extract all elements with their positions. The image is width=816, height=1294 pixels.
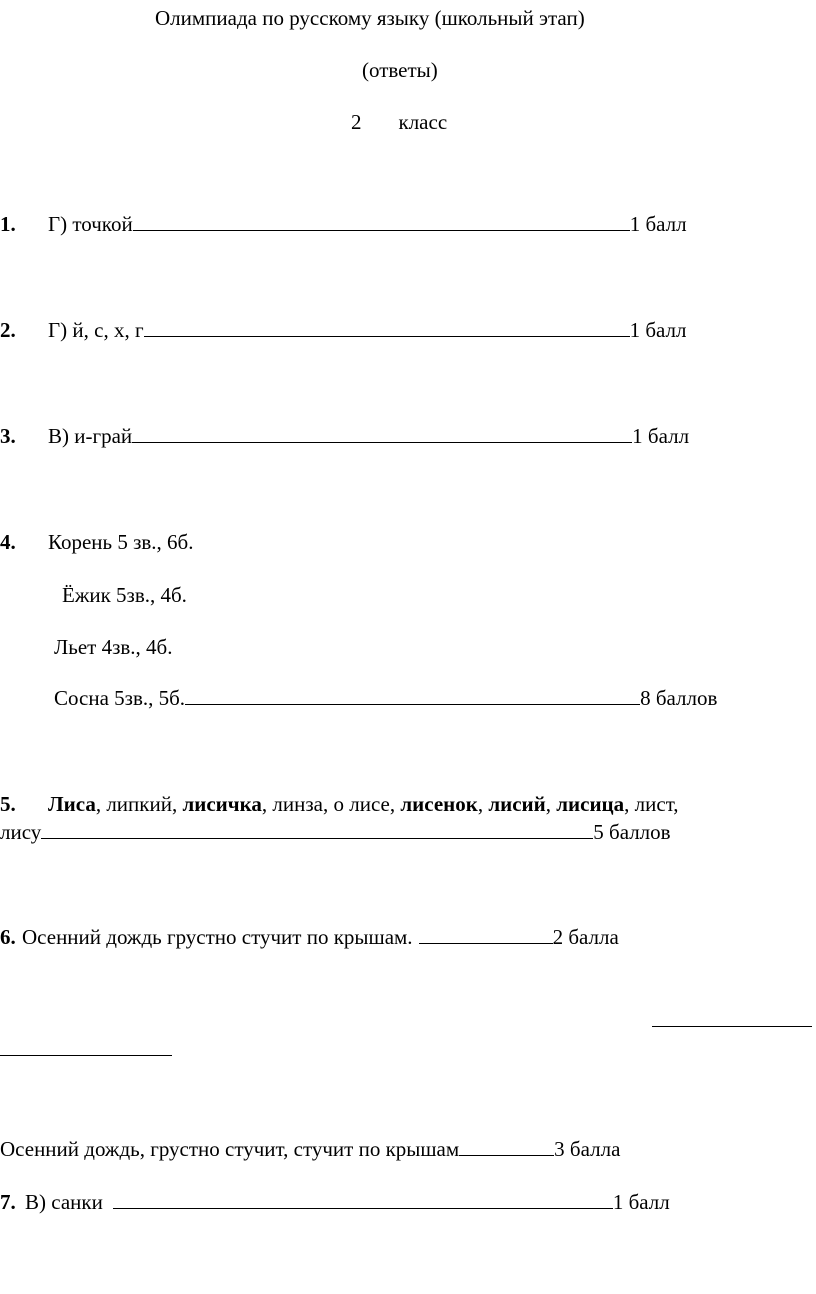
answer-number: 7. — [0, 1190, 16, 1214]
answer-points: 1 балл — [629, 318, 687, 342]
answer-underline — [133, 229, 630, 231]
answer-points: 5 баллов — [593, 820, 671, 844]
answer-word: , лист, — [624, 792, 679, 816]
answer-points: 3 балла — [554, 1137, 621, 1161]
answer-number: 2. — [0, 318, 16, 342]
answer-text: Осенний дождь грустно стучит по крышам. — [22, 925, 413, 949]
answer-word-bold: лисий — [488, 792, 546, 816]
answer-word-bold: лисенок — [400, 792, 478, 816]
grade-word: класс — [398, 110, 448, 134]
answer-4-line-4 — [54, 686, 717, 710]
answer-word-bold: лисица — [556, 792, 625, 816]
answer-6-line-2 — [0, 1137, 620, 1161]
answer-word: , — [477, 792, 489, 816]
answer-text: Осенний дождь, грустно стучит, стучит по крышам — [0, 1137, 460, 1161]
answer-text: Г) точкой — [48, 212, 133, 236]
answer-7 — [0, 1190, 670, 1214]
answer-4 — [0, 530, 194, 554]
answer-underline — [419, 942, 553, 944]
answer-5 — [0, 792, 679, 816]
answer-points: 8 баллов — [640, 686, 718, 710]
answer-word: , липкий, — [95, 792, 183, 816]
document-title: Олимпиада по русскому языку (школьный этап) — [155, 6, 585, 30]
answer-underline — [132, 441, 632, 443]
answer-points: 1 балл — [629, 212, 687, 236]
answer-text: Г) й, с, х, г — [48, 318, 144, 342]
answer-underline — [185, 703, 640, 705]
answer-points: 1 балл — [632, 424, 690, 448]
answer-word-bold: Лиса — [48, 792, 96, 816]
answer-text: Корень 5 зв., 6б. — [48, 530, 194, 554]
answer-points: 2 балла — [552, 925, 619, 949]
answer-word: , — [545, 792, 557, 816]
blank-line — [652, 1026, 812, 1027]
answer-underline — [113, 1207, 613, 1209]
answer-number: 1. — [0, 212, 16, 236]
answer-number: 5. — [0, 792, 16, 816]
grade-number: 2 — [351, 110, 362, 134]
answer-underline — [459, 1154, 554, 1156]
answer-underline — [144, 335, 630, 337]
answer-2 — [0, 318, 686, 342]
answer-3 — [0, 424, 689, 448]
answer-number: 3. — [0, 424, 16, 448]
answer-6 — [0, 925, 619, 949]
answer-number: 4. — [0, 530, 16, 554]
answer-number: 6. — [0, 925, 16, 949]
answer-points: 1 балл — [612, 1190, 670, 1214]
answer-text: Сосна 5зв., 5б. — [54, 686, 186, 710]
answer-word: , линза, о лисе, — [261, 792, 401, 816]
answer-4-line-2: Ёжик 5зв., 4б. — [62, 583, 187, 607]
answer-5-line-2 — [0, 820, 671, 844]
answer-text: В) санки — [25, 1190, 103, 1214]
document-subtitle: (ответы) — [362, 58, 438, 82]
answer-underline — [41, 837, 593, 839]
answer-1 — [0, 212, 687, 236]
answer-word-bold: лисичка — [182, 792, 262, 816]
answer-4-line-3: Льет 4зв., 4б. — [54, 635, 173, 659]
blank-line — [0, 1055, 172, 1056]
grade-label — [351, 110, 447, 134]
answer-text: В) и-грай — [48, 424, 133, 448]
answer-text: лису — [0, 820, 42, 844]
